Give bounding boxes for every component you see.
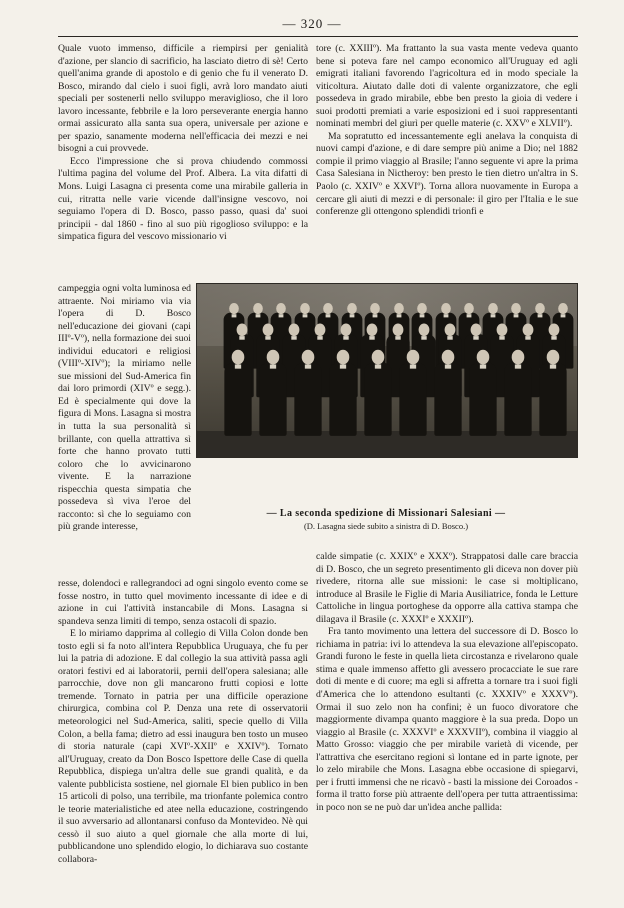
photo-person [537,350,569,445]
photo-person [362,350,394,445]
photo-person [467,350,499,445]
group-photo [196,283,578,458]
paragraph: Quale vuoto immenso, difficile a riempirsi per genialità d'azione, per slancio di sacrificio, ha lasciato dietro di sè! Certo quell'anima grande di apostolo e di genio che fu il venerato D. Bosco, mirando dal cielo i suoi figli, avrà loro mandato aiuti speciali per sostenerli nello sviluppo meraviglioso, che il loro lavoro incessante, febbrile e la loro perseverante energia hanno ormai assicurato alla santa sua opera, universale per azione e per spazio, sanamente moderna nell'efficacia dei mezzi e nei bisogni a cui provvede. [58,43,308,155]
photo-person [292,350,324,445]
left-column-beside-photo [58,283,191,578]
left-column-bottom [58,578,308,900]
paragraph: calde simpatie (c. XXIXº e XXXº). Strappatosi dalle care braccia di D. Bosco, che un segreto presentimento gli diceva non dover più rivedere, ritorna alle sue missioni: le case si moltiplicano, introduce al Brasile le Figlie di Maria Ausiliatrice, fonda le Letture Cattoliche in lingua portoghese da opporre alla cattiva stampa che dilagava il Brasile (c. XXXIº e XXXIIº). [316,551,578,625]
left-column-top [58,43,308,283]
photo-person [502,350,534,445]
figure-caption-title: — La seconda spedizione di Missionari Salesiani — [266,508,506,519]
right-column-bottom [316,551,578,900]
photo-person [327,350,359,445]
paragraph: Ecco l'impressione che si prova chiudendo commossi l'ultima pagina del volume del Prof. Albera. La vita difatti di Mons. Luigi Lasagna ci presenta come una mirabile galleria in cui, ritratta nelle varie vicende dall'insigne vescovo, noi seguiamo l'opera di D. Bosco, passo passo, quasi da' suoi principii - dal 1860 - fino al suo più rigoglioso sviluppo: e la simpatica figura del vescovo missionario vi [58,155,308,243]
figure-caption-subtitle: (D. Lasagna siede subito a sinistra di D. Bosco.) [303,521,469,531]
photo-person [432,350,464,445]
paragraph: Ma sopratutto ed incessantemente egli anelava la conquista di nuovi campi d'azione, e di dare sempre più anime a Dio; nel 1882 compie il primo viaggio al Brasile; l'anno seguente vi apre la prima Casa Salesiana in Nictheroy: ben presto le tien dietro un'altra in S. Paolo (c. XXIVº e XXVIº). Torna allora nuovamente in Europa a cercare gli aiuti di mezzi e di personale: il giro per l'Italia e le sue conferenze gli ottengono splendidi trionfi e [316,130,578,218]
paragraph: resse, dolendoci e rallegrandoci ad ogni singolo evento come se fosse nostro, in tutto quel movimento incessante di idee e di azione in cui l'attività instancabile di Mons. Lasagna si spandeva senza limiti di tempo, senza ostacoli di spazio. [58,578,308,627]
photo-person [257,350,289,445]
right-column-top [316,43,578,283]
photo-person [397,350,429,445]
header-rule [58,36,578,37]
paragraph: campeggia ogni volta luminosa ed attraente. Noi miriamo via via l'opera di D. Bosco nell'educazione dei giovani (capi IIIº-Vº), nella formazione dei suoi individui educatori e religiosi (VIIIº-XIVº); la miriamo nelle sue missioni del Sud-America fin dai loro primordi (XIVº e segg.). Ed è specialmente qui dove la figura di Mons. Lasagna si mostra in tutta la sua personalità sì brillante, con quella attrattiva sì forte che hanno provato tutti coloro che lo avvicinarono vivente. E la narrazione rispecchia questa simpatia che possedeva sì viva l'eroe del racconto: sì che lo seguiamo con più grande interesse, [58,283,191,533]
paragraph: E lo miriamo dapprima al collegio di Villa Colon donde ben tosto egli si fa noto all'intera Repubblica Uruguaya, che fu per lui la patria di adozione. E dal collegio la sua attività passa agli oratori festivi ed ai laboratorii, pernii dell'opera salesiana; alle parrocchie, dove non gli mancarono frutti copiosi e lotte tremende. Tornato in patria per una difficile operazione chirurgica, combina col P. Denza una rete di osservatorii meteorologici nel Sud-America, saliti, specie quello di Villa Colon, a bella fama; dietro ad essi inaugura ben tosto un museo di storia naturale (capi XVIº-XXIIº e XXIVº). Tornato all'Uruguay, creato da Don Bosco Ispettore delle Case di quella Repubblica, dispiega un'altra delle sue grandi qualità, e da valente pubblicista sostiene, nel giornale El bien publico in ben 15 articoli di polso, una terribile, ma trionfante polemica contro le teorie materialistiche ed atee nella educazione, costringendo il suo avversario ad allontanarsi confuso da Montevideo. Nè qui cessò il suo aiuto a quel giornale che alla morte di lui, pubblicandone uno splendido elogio, lo dichiarava suo costante collabora- [58,628,308,866]
paragraph: tore (c. XXIIIº). Ma frattanto la sua vasta mente vedeva quanto bene si poteva fare nel campo economico all'Uruguay ed agli emigrati italiani favorendo l'agricoltura ed in modo speciale la viticoltura. Aiutato dalle doti di valente organizzatore, che egli possedeva in grado mirabile, ebbe ben presto la gioia di vedere i suoi prodotti premiati a varie esposizioni ed i suoi rappresentanti nominati membri del giurì per quelle materie (c. XXVº e XLVIIº). [316,43,578,130]
paragraph: Fra tanto movimento una lettera del successore di D. Bosco lo richiama in patria: ivi lo attendeva la sua elevazione all'episcopato. Grandi furono le feste in quella lieta circostanza e rivelarono quale stima e quale immenso affetto gli avessero procacciate le sue rare doti di mente e di cuore; ma egli si affretta a tornare tra i suoi figli d'America che lo attendono esultanti (c. XXXIVº e XXXVº). Ormai il suo zelo non ha confini; è un fuoco divoratore che maggiormente divampa quanto maggiore è la sua preda. Dopo un viaggio al Brasile (c. XXXVIº e XXXVIIº), combina il viaggio al Matto Grosso: viaggio che per mirabile varietà di vicende, per l'attrattiva che esercitano regioni sì lontane ed in parte ignote, per lo zelo mirabile che Mons. Lasagna ebbe occasione di spiegarvi, per i frutti immensi che ne ricavò - basti la missione dei Coroados - forma il tratto forse più attraente dell'opera per tutta attraentissima: in poco non se ne può dar un'idea anche pallida: [316,626,578,813]
photo-person [222,350,254,445]
page-number: — 320 — [282,16,342,31]
